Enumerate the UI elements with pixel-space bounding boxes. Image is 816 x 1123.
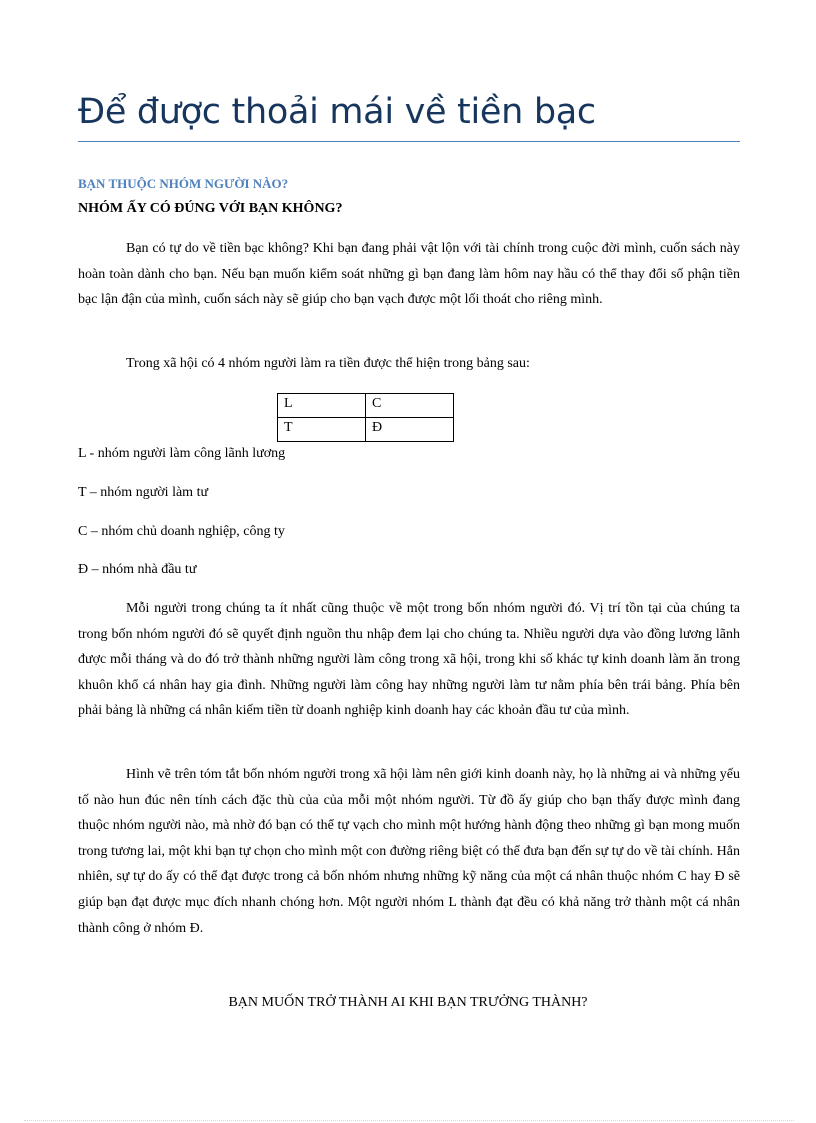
paragraph-groups	[78, 351, 740, 377]
quadrant-table	[277, 393, 454, 442]
legend-item: T – nhóm người làm tư	[78, 485, 209, 500]
page-footer-rule	[24, 1120, 794, 1121]
subheading: NHÓM ẤY CÓ ĐÚNG VỚI BẠN KHÔNG?	[78, 201, 343, 216]
closing-heading: BẠN MUỐN TRỞ THÀNH AI KHI BẠN TRƯỞNG THÀNH?	[228, 995, 588, 1010]
document-title: Để được thoải mái về tiền bạc	[78, 92, 596, 132]
section-heading: BẠN THUỘC NHÓM NGƯỜI NÀO?	[78, 176, 289, 191]
legend-item: Đ – nhóm nhà đầu tư	[78, 562, 197, 577]
legend-item: C – nhóm chủ doanh nghiệp, công ty	[78, 524, 285, 539]
paragraph-intro-text: Bạn có tự do về tiền bạc không? Khi bạn đang phải vật lộn với tài chính trong cuộc đời mình, cuốn sách này hoàn toàn dành cho bạn. Nếu bạn muốn kiểm soát những gì bạn đang làm hôm nay hầu có thể thay đổi số phận tiền bạc lận đận của mình, cuốn sách này sẽ giúp cho bạn vạch được một lối thoát cho riêng mình.	[78, 241, 740, 308]
table-cell: Đ	[366, 418, 454, 442]
table-cell: C	[366, 394, 454, 418]
paragraph-summary-text: Hình vẽ trên tóm tắt bốn nhóm người trong xã hội làm nên giới kinh doanh này, họ là những ai và những yếu tố nào hun đúc nên tính cách đặc thù của của mỗi một nhóm người. Từ đồ ấy giúp cho bạn thấy được mình đang thuộc nhóm người nào, mà nhờ đó bạn có thể tự vạch cho mình một hướng hành động theo những gì bạn mong muốn trong tương lai, một khi bạn tự chọn cho mình một con đường riêng biệt có thể đưa bạn đến sự tự do về tài chính. Hẳn nhiên, sự tự do ấy có thể đạt được trong cả bốn nhóm nhưng những kỹ năng của một cá nhân thuộc nhóm C hay Đ sẽ giúp bạn đạt được mục đích nhanh chóng hơn. Một người nhóm L thành đạt đều có khả năng trở thành một cá nhân thành công ở nhóm Đ.	[78, 767, 740, 936]
paragraph-summary	[78, 762, 740, 941]
table-cell: L	[278, 394, 366, 418]
title-underline	[78, 141, 740, 142]
legend-item: L - nhóm người làm công lãnh lương	[78, 446, 286, 461]
paragraph-groups-text: Trong xã hội có 4 nhóm người làm ra tiền được thể hiện trong bảng sau:	[126, 356, 530, 371]
paragraph-position-text: Mỗi người trong chúng ta ít nhất cũng thuộc về một trong bốn nhóm người đó. Vị trí tồn tại của chúng ta trong bốn nhóm người đó sẽ quyết định nguồn thu nhập đem lại cho chúng ta. Nhiều người dựa vào đồng lương lãnh được mỗi tháng và do đó trở thành những người làm công trong xã hội, trong khi số khác tự kinh doanh làm ăn trong khuôn khổ cá nhân hay gia đình. Những người làm công hay những người làm tư nằm phía bên trái bảng. Phía bên phải bảng là những cá nhân kiếm tiền từ doanh nghiệp kinh doanh hay các khoản đầu tư của mình.	[78, 601, 740, 719]
table-row	[278, 394, 454, 418]
table-cell: T	[278, 418, 366, 442]
paragraph-position	[78, 596, 740, 724]
paragraph-intro	[78, 236, 740, 313]
table-row	[278, 418, 454, 442]
